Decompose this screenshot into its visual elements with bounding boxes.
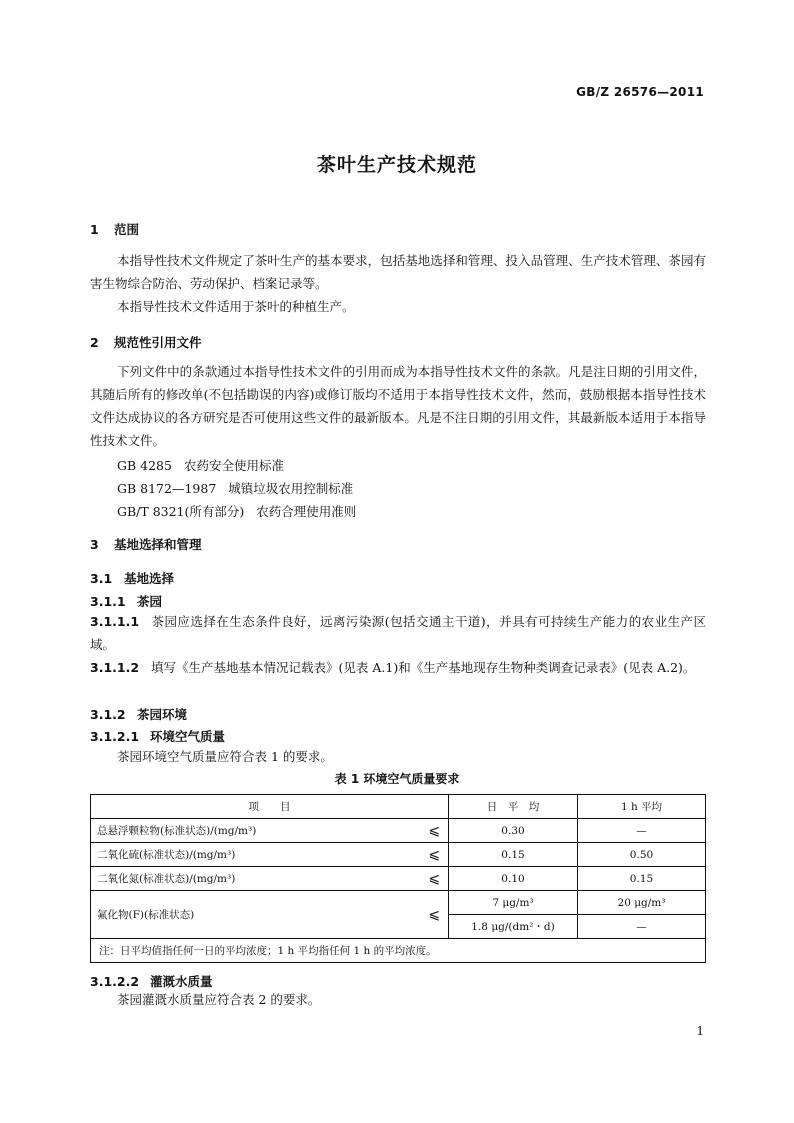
reference-name: 农药安全使用标准 bbox=[183, 458, 284, 473]
section-number: 3 bbox=[90, 537, 99, 552]
page-number: 1 bbox=[696, 1024, 704, 1038]
le-symbol: ⩽ bbox=[421, 867, 449, 891]
clause-number: 3.1.2.2 bbox=[90, 974, 140, 989]
header-hourly: 1 h 平均 bbox=[578, 795, 706, 819]
clause-3-1-2-heading bbox=[90, 705, 187, 723]
header-daily: 日 平 均 bbox=[449, 795, 578, 819]
le-symbol: ⩽ bbox=[421, 843, 449, 867]
row-daily: 0.30 bbox=[449, 819, 578, 843]
row-daily: 1.8 μg/(dm²・d) bbox=[449, 915, 578, 939]
section-title: 范围 bbox=[114, 222, 140, 237]
reference-code: GB 4285 bbox=[117, 458, 172, 473]
section-title: 基地选择和管理 bbox=[114, 537, 202, 552]
reference-code: GB/T 8321(所有部分) bbox=[117, 504, 245, 519]
row-daily: 0.15 bbox=[449, 843, 578, 867]
clause-3-1-1-2 bbox=[90, 656, 706, 679]
section-2-paragraph: 下列文件中的条款通过本指导性技术文件的引用而成为本指导性技术文件的条款。凡是注日期的引用文件，其随后所有的修改单(不包括勘误的内容)或修订版均不适用于本指导性技术文件，然而，鼓励根据本指导性技术文件达成协议的各方研究是否可使用这些文件的最新版本。凡是不注日期的引用文件，其最新版本适用于本指导性技术文件。 bbox=[90, 364, 706, 448]
clause-title: 环境空气质量 bbox=[150, 729, 226, 744]
section-title: 规范性引用文件 bbox=[114, 335, 202, 350]
section-number: 2 bbox=[90, 335, 99, 350]
row-item: 二氧化硫(标准状态)/(mg/m³) bbox=[91, 843, 421, 867]
table-row bbox=[91, 843, 706, 867]
table-1-caption: 表 1 环境空气质量要求 bbox=[334, 772, 460, 786]
row-item: 氟化物(F)(标准状态) bbox=[91, 891, 421, 939]
row-item: 二氧化氮(标准状态)/(mg/m³) bbox=[91, 867, 421, 891]
reference-name: 城镇垃圾农用控制标准 bbox=[228, 481, 354, 496]
reference-item bbox=[117, 456, 284, 474]
section-3-heading bbox=[90, 535, 202, 553]
le-symbol: ⩽ bbox=[421, 891, 449, 939]
row-hourly: — bbox=[578, 819, 706, 843]
clause-text: 填写《生产基地基本情况记载表》(见表 A.1)和《生产基地现存生物种类调查记录表》(见表 A.2)。 bbox=[151, 660, 696, 675]
le-symbol: ⩽ bbox=[421, 819, 449, 843]
table-row bbox=[91, 819, 706, 843]
table-note: 注：日平均值指任何一日的平均浓度；1 h 平均指任何 1 h 的平均浓度。 bbox=[91, 939, 706, 963]
clause-title: 茶园 bbox=[137, 594, 163, 609]
reference-item bbox=[117, 479, 353, 497]
clause-title: 基地选择 bbox=[124, 571, 175, 586]
clause-text: 茶园应选择在生态条件良好，远离污染源(包括交通主干道)，并具有可持续生产能力的农业生产区域。 bbox=[90, 614, 706, 652]
clause-3-1-2-1-text: 茶园环境空气质量应符合表 1 的要求。 bbox=[117, 749, 333, 764]
standard-number: GB/Z 26576—2011 bbox=[576, 85, 704, 99]
clause-number: 3.1.1.1 bbox=[90, 614, 140, 629]
section-1-paragraph-2: 本指导性技术文件适用于茶叶的种植生产。 bbox=[117, 299, 355, 314]
reference-code: GB 8172—1987 bbox=[117, 481, 217, 496]
row-daily: 0.10 bbox=[449, 867, 578, 891]
table-note-row bbox=[91, 939, 706, 963]
section-2-heading bbox=[90, 333, 202, 351]
table-row bbox=[91, 867, 706, 891]
section-1-paragraph-1: 本指导性技术文件规定了茶叶生产的基本要求，包括基地选择和管理、投入品管理、生产技术管理、茶园有害生物综合防治、劳动保护、档案记录等。 bbox=[90, 253, 706, 291]
clause-3-1-1-heading bbox=[90, 592, 162, 610]
row-hourly: 20 μg/m³ bbox=[578, 891, 706, 915]
document-title: 茶叶生产技术规范 bbox=[316, 154, 477, 176]
row-daily: 7 μg/m³ bbox=[449, 891, 578, 915]
clause-3-1-2-2-text: 茶园灌溉水质量应符合表 2 的要求。 bbox=[117, 992, 321, 1007]
clause-3-1-heading bbox=[90, 569, 174, 587]
table-header-row bbox=[91, 795, 706, 819]
reference-name: 农药合理使用准则 bbox=[256, 504, 357, 519]
clause-3-1-2-1-heading bbox=[90, 727, 225, 745]
row-hourly: — bbox=[578, 915, 706, 939]
section-number: 1 bbox=[90, 222, 99, 237]
clause-3-1-1-1 bbox=[90, 610, 706, 656]
row-hourly: 0.50 bbox=[578, 843, 706, 867]
header-item: 项 目 bbox=[91, 795, 449, 819]
clause-number: 3.1 bbox=[90, 571, 113, 586]
clause-title: 茶园环境 bbox=[137, 707, 188, 722]
clause-number: 3.1.2 bbox=[90, 707, 126, 722]
section-1-heading bbox=[90, 220, 139, 238]
clause-number: 3.1.2.1 bbox=[90, 729, 140, 744]
clause-number: 3.1.1.2 bbox=[90, 660, 140, 675]
clause-title: 灌溉水质量 bbox=[150, 974, 213, 989]
table-air-quality bbox=[90, 794, 706, 963]
reference-item bbox=[117, 502, 356, 520]
clause-number: 3.1.1 bbox=[90, 594, 126, 609]
row-item: 总悬浮颗粒物(标准状态)/(mg/m³) bbox=[91, 819, 421, 843]
table-row-fluoride bbox=[91, 891, 706, 915]
row-hourly: 0.15 bbox=[578, 867, 706, 891]
